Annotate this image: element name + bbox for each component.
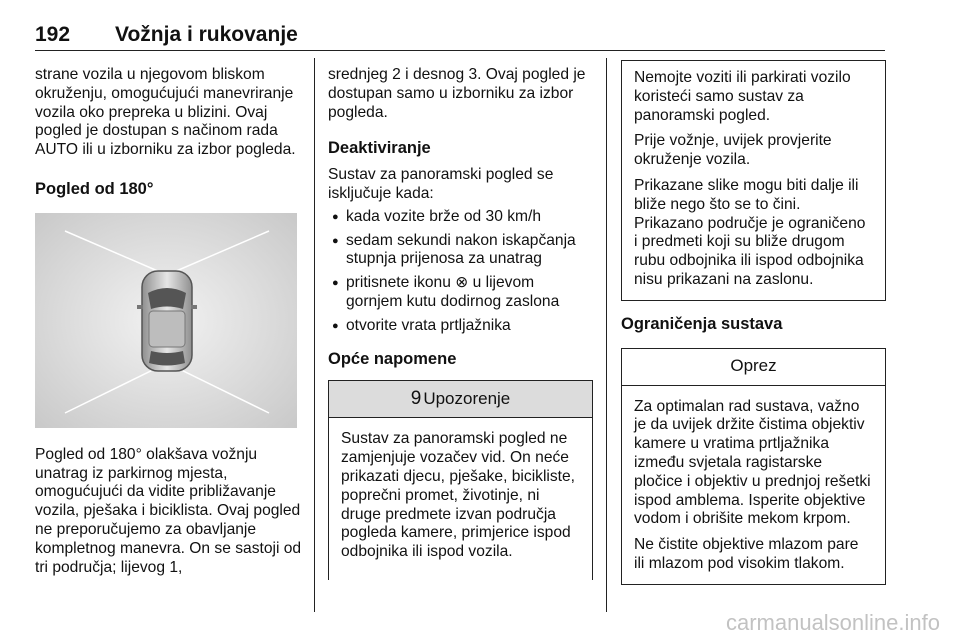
car-top-view	[137, 271, 197, 371]
chapter-title: Vožnja i rukovanje	[115, 23, 298, 46]
box-paragraph: Nemojte voziti ili parkirati vozilo koristeći samo sustav za panoramski pogled.	[634, 69, 851, 124]
intro-paragraph: srednjeg 2 i desnog 3. Ovaj pogled je dostupan samo u izborniku za izbor pogleda.	[328, 66, 586, 121]
list-item: ● otvorite vrata prtljažnika	[332, 316, 511, 334]
caution-title: Oprez	[730, 356, 777, 376]
warning-header	[329, 381, 592, 418]
column-divider	[314, 58, 315, 612]
site-watermark: carmanualsonline.info	[725, 610, 940, 635]
list-item: ● kada vozite brže od 30 km/h	[332, 207, 542, 225]
caution-box	[621, 348, 886, 585]
warning-icon: 9	[410, 387, 422, 409]
box-paragraph: Prikazane slike mogu biti dalje ili bliže nego što se to čini. Prikazano područje je ograničeno i predmeti koji su bliže drugom rubu odbojnika ili ispod odbojnika nisu prikazani na zaslonu.	[634, 176, 866, 288]
section-heading-deactivation: Deaktiviranje	[328, 139, 431, 158]
bullet-icon: ●	[332, 234, 339, 247]
caution-paragraph: Ne čistite objektive mlazom pare ili mlazom pod visokim tlakom.	[634, 536, 859, 572]
warning-box	[328, 380, 593, 580]
page-header	[35, 22, 885, 51]
list-item: ● sedam sekundi nakon iskapčanja stupnja prijenosa za unatrag	[332, 231, 576, 268]
section-heading-180: Pogled od 180°	[35, 179, 154, 198]
box-paragraph: Prije vožnje, uvijek provjerite okruženje vozila.	[634, 132, 832, 169]
caution-header	[622, 349, 885, 386]
list-item: ● pritisnete ikonu ⊗ u lijevom gornjem kutu dodirnog zaslona	[332, 274, 560, 310]
bullet-icon: ●	[332, 319, 339, 332]
warning-text: Sustav za panoramski pogled ne zamjenjuje vozačev vid. On neće prikazati djecu, pješake, bicikliste, poprečni promet, životinje, ni druge predmete izvan područja pogleda kamere, primjerice ispod odbojnika ili ispod vozila.	[341, 430, 576, 561]
deactivation-lead: Sustav za panoramski pogled se isključuje kada:	[328, 166, 554, 202]
warning-title: Upozorenje	[423, 388, 511, 408]
warning-continuation-box	[621, 60, 886, 301]
section-heading-general-notes: Opće napomene	[328, 349, 457, 368]
body-paragraph-180: Pogled od 180° olakšava vožnju unatrag iz parkirnog mjesta, omogućujući da vidite približavanje vozila, pješaka i biciklista. Ovaj pogled ne preporučujemo za obavljanje kompletnog manevra. On se sastoji od tri područja; lijevog 1,	[35, 445, 302, 576]
caution-paragraph: Za optimalan rad sustava, važno je da uvijek držite čistima objektiv kamere u vratima prtljažnika između svjetala ragistarske pločice i objektiv u prednjoj rešetki ispod amblema. Isperite objektive vodom i obrišite mekom krpom.	[634, 397, 871, 528]
column-left	[35, 66, 305, 577]
column-right	[621, 66, 886, 585]
column-middle	[328, 66, 593, 580]
page-number: 192	[35, 23, 71, 46]
section-heading-limitations: Ograničenja sustava	[621, 314, 783, 333]
bullet-icon: ●	[332, 277, 339, 290]
intro-paragraph: strane vozila u njegovom bliskom okruženju, omogućujući manevriranje vozila oko prepreka u blizini. Ovaj pogled je dostupan s načinom rada AUTO ili u izborniku za izbor pogleda.	[35, 66, 296, 159]
bullet-icon: ●	[332, 210, 339, 223]
camera-view-illustration	[35, 213, 297, 428]
deactivation-list	[328, 208, 593, 336]
column-divider	[606, 58, 607, 612]
car-top-view-figure	[35, 213, 297, 428]
